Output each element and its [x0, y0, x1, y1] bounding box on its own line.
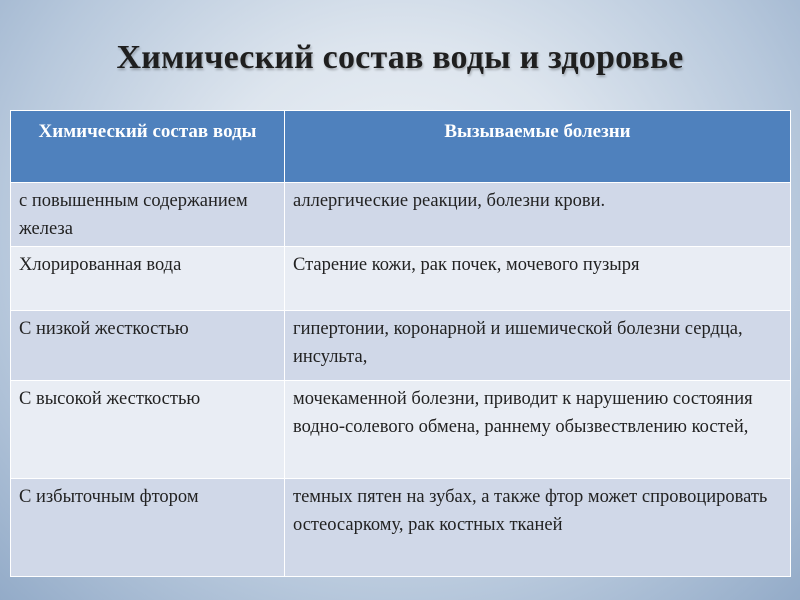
- diseases-cell: темных пятен на зубах, а также фтор может спровоцировать остеосаркому, рак костных тканей: [285, 479, 791, 577]
- diseases-cell: Старение кожи, рак почек, мочевого пузыря: [285, 247, 791, 311]
- table-row: [11, 479, 791, 577]
- table-row: [11, 381, 791, 479]
- header-composition: Химический состав воды: [11, 111, 285, 183]
- diseases-cell: аллергические реакции, болезни крови.: [285, 183, 791, 247]
- table-row: [11, 183, 791, 247]
- header-diseases: Вызываемые болезни: [285, 111, 791, 183]
- table-row: [11, 247, 791, 311]
- slide-title: Химический состав воды и здоровье: [116, 39, 684, 76]
- diseases-cell: мочекаменной болезни, приводит к нарушению состояния водно-солевого обмена, раннему обызвествлению костей,: [285, 381, 791, 479]
- diseases-cell: гипертонии, коронарной и ишемической болезни сердца, инсульта,: [285, 311, 791, 381]
- water-diseases-table: [10, 110, 791, 577]
- composition-cell: С низкой жесткостью: [11, 311, 285, 381]
- table-header-row: [11, 111, 791, 183]
- composition-cell: с повышенным содержанием железа: [11, 183, 285, 247]
- composition-cell: Хлорированная вода: [11, 247, 285, 311]
- composition-cell: С высокой жесткостью: [11, 381, 285, 479]
- composition-cell: С избыточным фтором: [11, 479, 285, 577]
- table-row: [11, 311, 791, 381]
